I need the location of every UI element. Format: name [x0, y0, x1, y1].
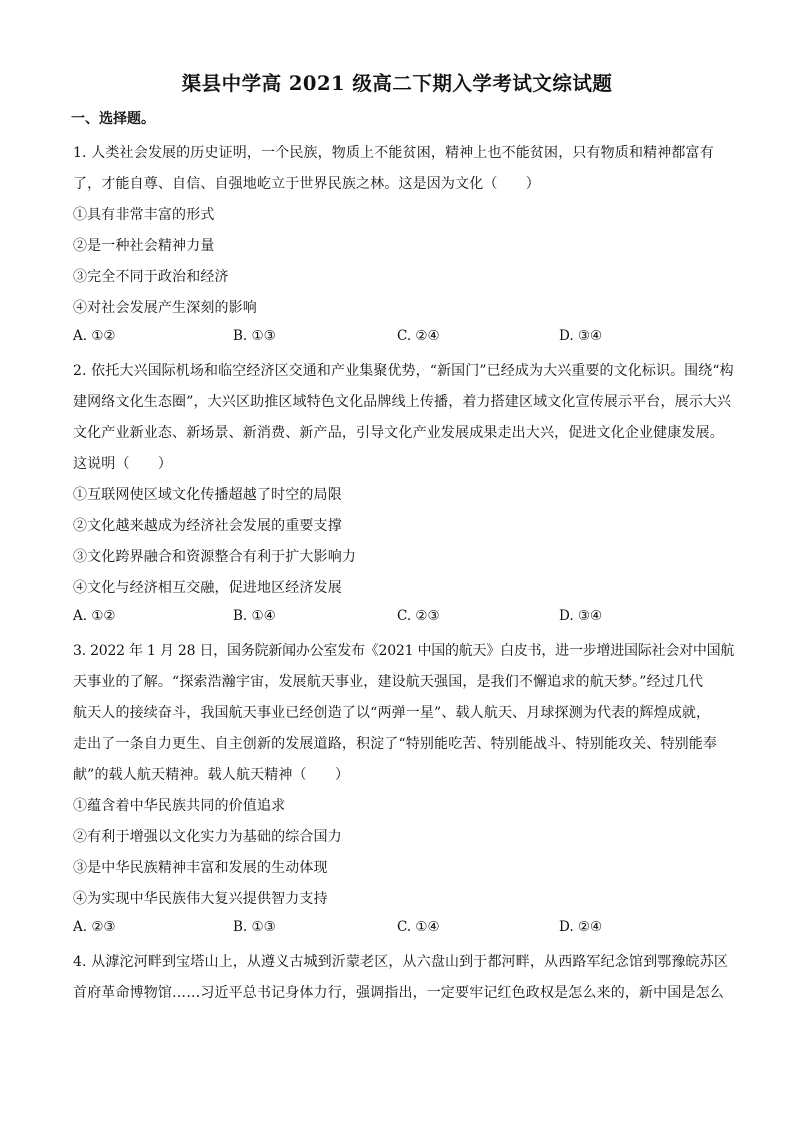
- q2-statement: ④文化与经济相互交融，促进地区经济发展: [73, 580, 342, 596]
- q1-option-b: B. ①③: [233, 328, 276, 344]
- exam-title: 渠县中学高 2021 级高二下期入学考试文综试题: [181, 72, 613, 95]
- q3-stem-line: 献”的载人航天精神。载人航天精神（ ）: [73, 767, 350, 783]
- q2-option-a: A. ①②: [73, 608, 116, 624]
- q3-option-d: D. ②④: [559, 919, 603, 935]
- q3-statement: ①蕴含着中华民族共同的价值追求: [73, 798, 286, 814]
- q4-stem-line: 4. 从滹沱河畔到宝塔山上，从遵义古城到沂蒙老区，从六盘山到于都河畔，从西路军纪念馆到鄂豫皖苏区: [73, 954, 729, 970]
- q3-statement: ③是中华民族精神丰富和发展的生动体现: [73, 860, 328, 876]
- q1-option-a: A. ①②: [73, 328, 116, 344]
- q1-stem-line: 了，才能自尊、自信、自强地屹立于世界民族之林。这是因为文化（ ）: [73, 176, 540, 192]
- q1-statement: ④对社会发展产生深刻的影响: [73, 300, 257, 316]
- q2-option-d: D. ③④: [559, 608, 603, 624]
- q2-statement: ③文化跨界融合和资源整合有利于扩大影响力: [73, 549, 356, 565]
- q3-stem-line: 走出了一条自力更生、自主创新的发展道路，积淀了“特别能吃苦、特别能战斗、特别能攻关、特别能奉: [73, 736, 718, 752]
- q2-option-c: C. ②③: [397, 608, 440, 624]
- q3-option-b: B. ①③: [233, 919, 276, 935]
- q4-stem-line: 首府革命博物馆……习近平总书记身体力行，强调指出，一定要牢记红色政权是怎么来的，新中国是怎么: [73, 985, 724, 1001]
- q2-option-b: B. ①④: [233, 608, 276, 624]
- section-heading: 一、选择题。: [71, 111, 155, 127]
- q3-statement: ②有利于增强以文化实力为基础的综合国力: [73, 829, 342, 845]
- q3-stem-line: 3. 2022 年 1 月 28 日，国务院新闻办公室发布《2021 中国的航天》白皮书，进一步增进国际社会对中国航: [73, 643, 735, 659]
- q2-stem-line: 2. 依托大兴国际机场和临空经济区交通和产业集聚优势，“新国门”已经成为大兴重要的文化标识。围绕“构: [73, 363, 734, 379]
- q1-option-c: C. ②④: [397, 328, 440, 344]
- q1-statement: ①具有非常丰富的形式: [73, 207, 215, 223]
- q1-option-d: D. ③④: [559, 328, 603, 344]
- q3-stem-line: 天事业的了解。“探索浩瀚宇宙，发展航天事业，建设航天强国，是我们不懈追求的航天梦。”经过几代: [73, 674, 704, 690]
- q2-stem-line: 这说明（ ）: [73, 456, 173, 472]
- q1-statement: ③完全不同于政治和经济: [73, 269, 229, 285]
- q2-stem-line: 文化产业新业态、新场景、新消费、新产品，引导文化产业发展成果走出大兴，促进文化企业健康发展。: [73, 425, 724, 441]
- q3-statement: ④为实现中华民族伟大复兴提供智力支持: [73, 891, 328, 907]
- q3-option-c: C. ①④: [397, 919, 440, 935]
- q2-stem-line: 建网络文化生态圈”，大兴区助推区域特色文化品牌线上传播，着力搭建区域文化宣传展示平台，展示大兴: [73, 394, 732, 410]
- q1-statement: ②是一种社会精神力量: [73, 238, 215, 254]
- q3-stem-line: 航天人的接续奋斗，我国航天事业已经创造了以“两弹一星”、载人航天、月球探测为代表的辉煌成就，: [73, 705, 711, 721]
- q2-statement: ①互联网使区域文化传播超越了时空的局限: [73, 487, 342, 503]
- q2-statement: ②文化越来越成为经济社会发展的重要支撑: [73, 518, 342, 534]
- q3-option-a: A. ②③: [73, 919, 116, 935]
- q1-stem-line: 1. 人类社会发展的历史证明，一个民族，物质上不能贫困，精神上也不能贫困，只有物质和精神都富有: [73, 145, 714, 161]
